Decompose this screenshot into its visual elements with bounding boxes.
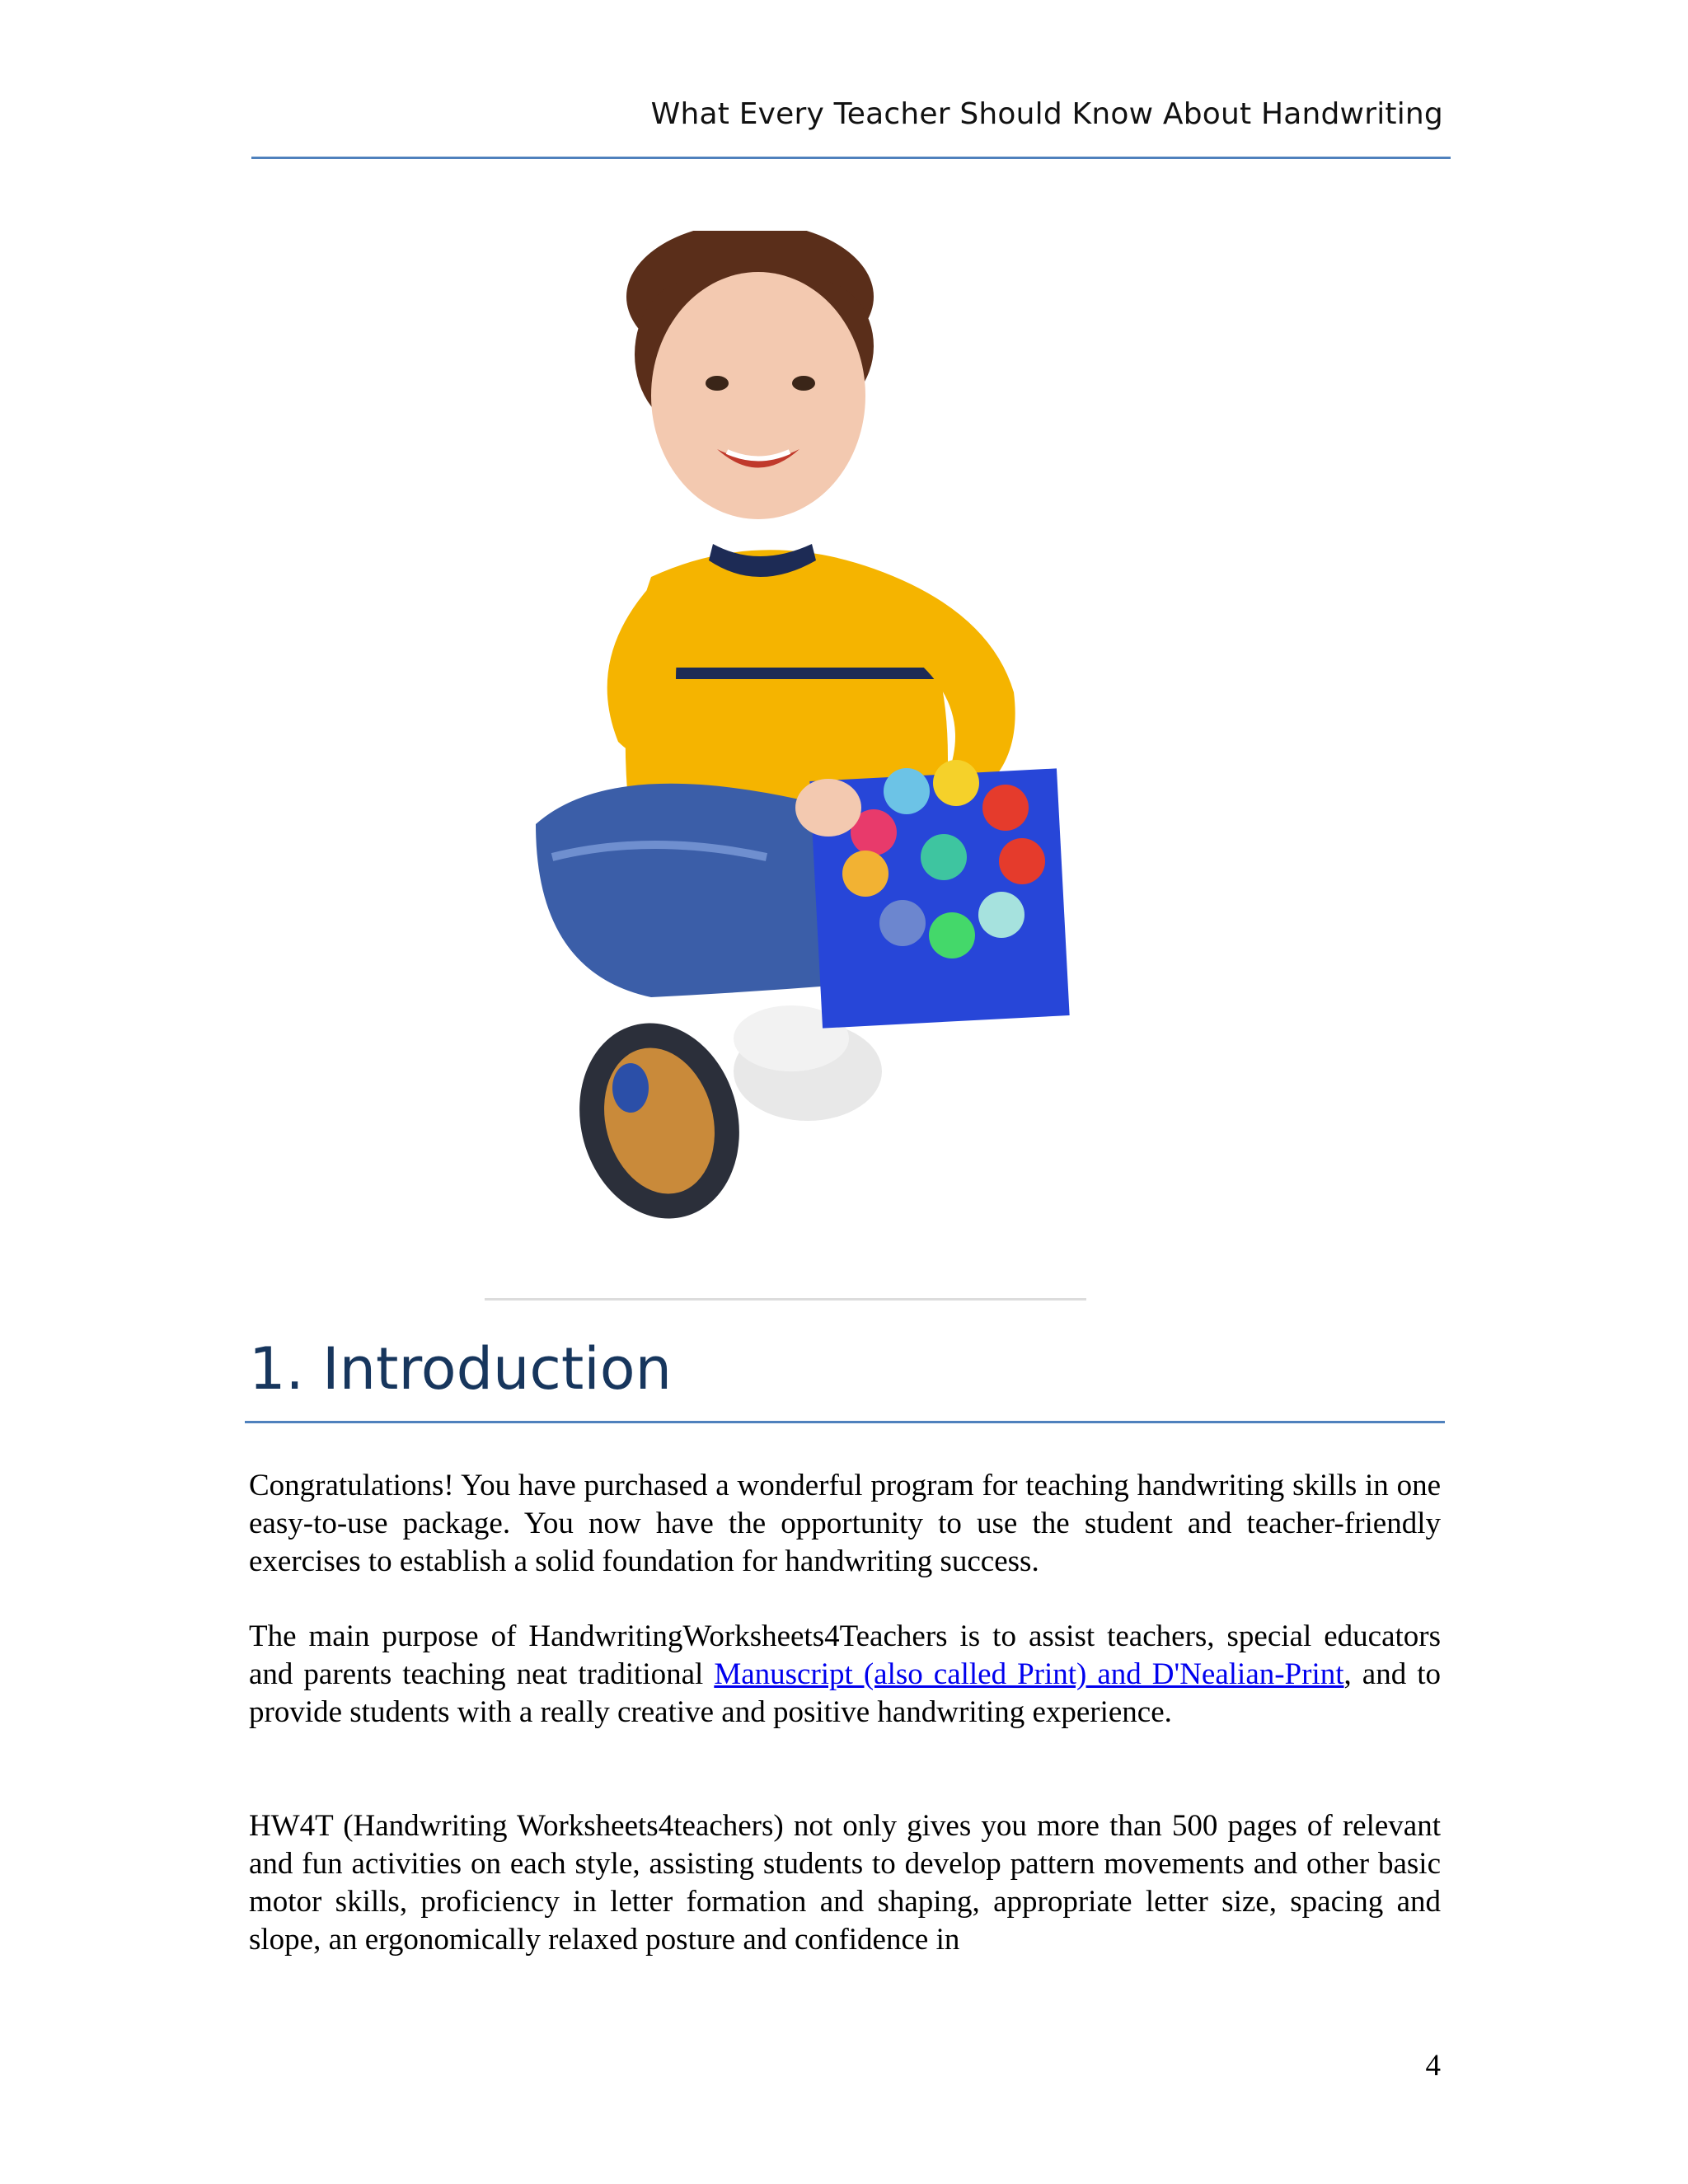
paragraph-purpose-text-end: , and to provide students with a really creative and positive handwriting experience. bbox=[249, 1657, 1441, 1729]
section-divider bbox=[245, 1421, 1445, 1423]
running-header: What Every Teacher Should Know About Handwriting bbox=[650, 97, 1443, 131]
child-photo bbox=[486, 231, 1228, 1310]
section-heading: 1. Introduction bbox=[249, 1335, 672, 1403]
header-divider bbox=[251, 157, 1451, 159]
page-number: 4 bbox=[1425, 2049, 1441, 2083]
paragraph-purpose bbox=[249, 1618, 1441, 1732]
paragraph-congratulations: Congratulations! You have purchased a wonderful program for teaching handwriting skills in one easy-to-use package. You now have the opportunity to use the student and teacher-friendly exercises to establish a solid foundation for handwriting success. bbox=[249, 1469, 1441, 1578]
paragraph-purpose-text: The main purpose of HandwritingWorksheets4Teachers is to assist teachers, special educators and parents teaching neat traditional bbox=[249, 1619, 1441, 1691]
manuscript-link[interactable]: Manuscript (also called Print) and D'Nealian-Print bbox=[714, 1657, 1344, 1691]
image-divider bbox=[485, 1298, 1086, 1301]
paragraph-hw4t: HW4T (Handwriting Worksheets4teachers) not only gives you more than 500 pages of relevant and fun activities on each style, assisting students to develop pattern movements and other basic motor skills, proficiency in letter formation and shaping, appropriate letter size, spacing and slope, an ergonomically relaxed posture and confidence in bbox=[249, 1809, 1441, 1957]
